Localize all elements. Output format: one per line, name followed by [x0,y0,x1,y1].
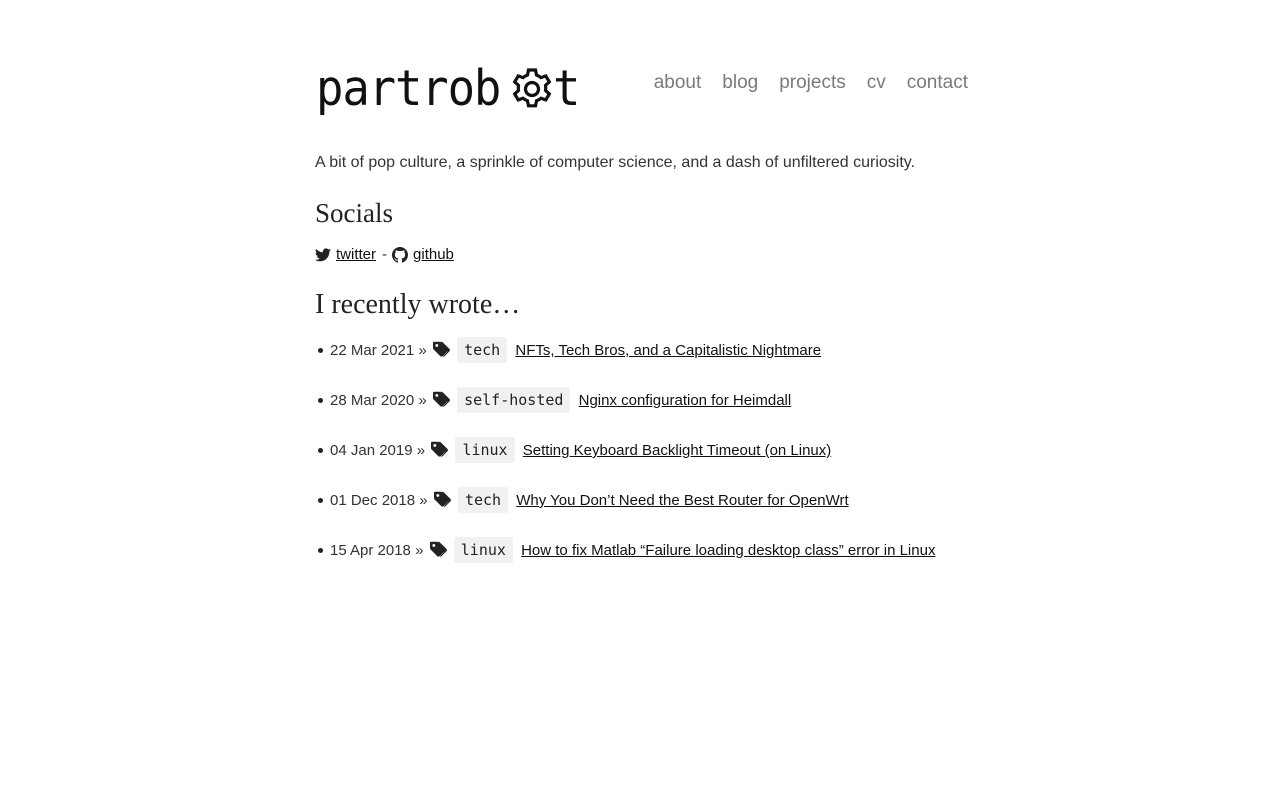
main-nav [654,72,968,94]
twitter-link[interactable]: twitter [336,246,377,263]
post-link[interactable]: Nginx configuration for Heimdall [578,392,792,409]
site-header [315,0,970,120]
post-date: 28 Mar 2020 [330,392,415,409]
twitter-icon [315,248,331,262]
tag-icon [434,491,451,507]
github-link[interactable]: github [413,246,454,263]
list-item [330,434,965,467]
post-date: 15 Apr 2018 [330,542,411,559]
post-link[interactable]: How to fix Matlab “Failure loading desktop class” error in Linux [521,542,936,559]
list-item [330,484,965,517]
post-tag[interactable]: linux [454,537,513,563]
nav-about[interactable]: about [653,72,702,93]
post-tag[interactable]: linux [455,437,514,463]
nav-cv[interactable]: cv [866,72,886,93]
site-tagline: A bit of pop culture, a sprinkle of computer science, and a dash of unfiltered curiosity. [315,154,916,171]
socials-heading: Socials [315,198,393,228]
nav-blog[interactable]: blog [722,72,759,93]
post-separator: » [419,492,428,509]
logo-text-right: t [553,60,580,117]
socials-links [315,246,454,263]
recent-posts-list [315,334,965,584]
post-separator: » [415,542,424,559]
post-tag[interactable]: tech [458,487,508,513]
page-container [315,0,970,559]
list-item [330,334,965,367]
post-date: 22 Mar 2021 [330,342,415,359]
post-date: 04 Jan 2019 [330,442,413,459]
list-item [330,384,965,417]
post-separator: » [416,442,426,459]
nav-projects[interactable]: projects [779,72,846,93]
post-tag[interactable]: tech [457,337,507,363]
post-link[interactable]: Why You Don’t Need the Best Router for OpenWrt [516,492,849,509]
github-icon [392,247,408,263]
recent-posts-heading: I recently wrote… [315,289,521,320]
socials-separator: - [382,246,388,263]
tag-icon [430,541,447,557]
post-separator: » [418,342,427,359]
post-date: 01 Dec 2018 [330,492,416,509]
nav-contact[interactable]: contact [906,72,968,93]
logo-text-left: partrob [316,60,501,117]
list-item [330,534,965,567]
site-logo[interactable] [316,60,581,117]
post-link[interactable]: NFTs, Tech Bros, and a Capitalistic Nightmare [515,342,822,359]
tag-icon [433,341,450,357]
post-separator: » [418,392,427,409]
tag-icon [431,441,448,457]
post-link[interactable]: Setting Keyboard Backlight Timeout (on Linux) [522,442,832,459]
post-tag[interactable]: self-hosted [457,387,570,413]
gear-icon [510,67,554,111]
tag-icon [433,391,450,407]
